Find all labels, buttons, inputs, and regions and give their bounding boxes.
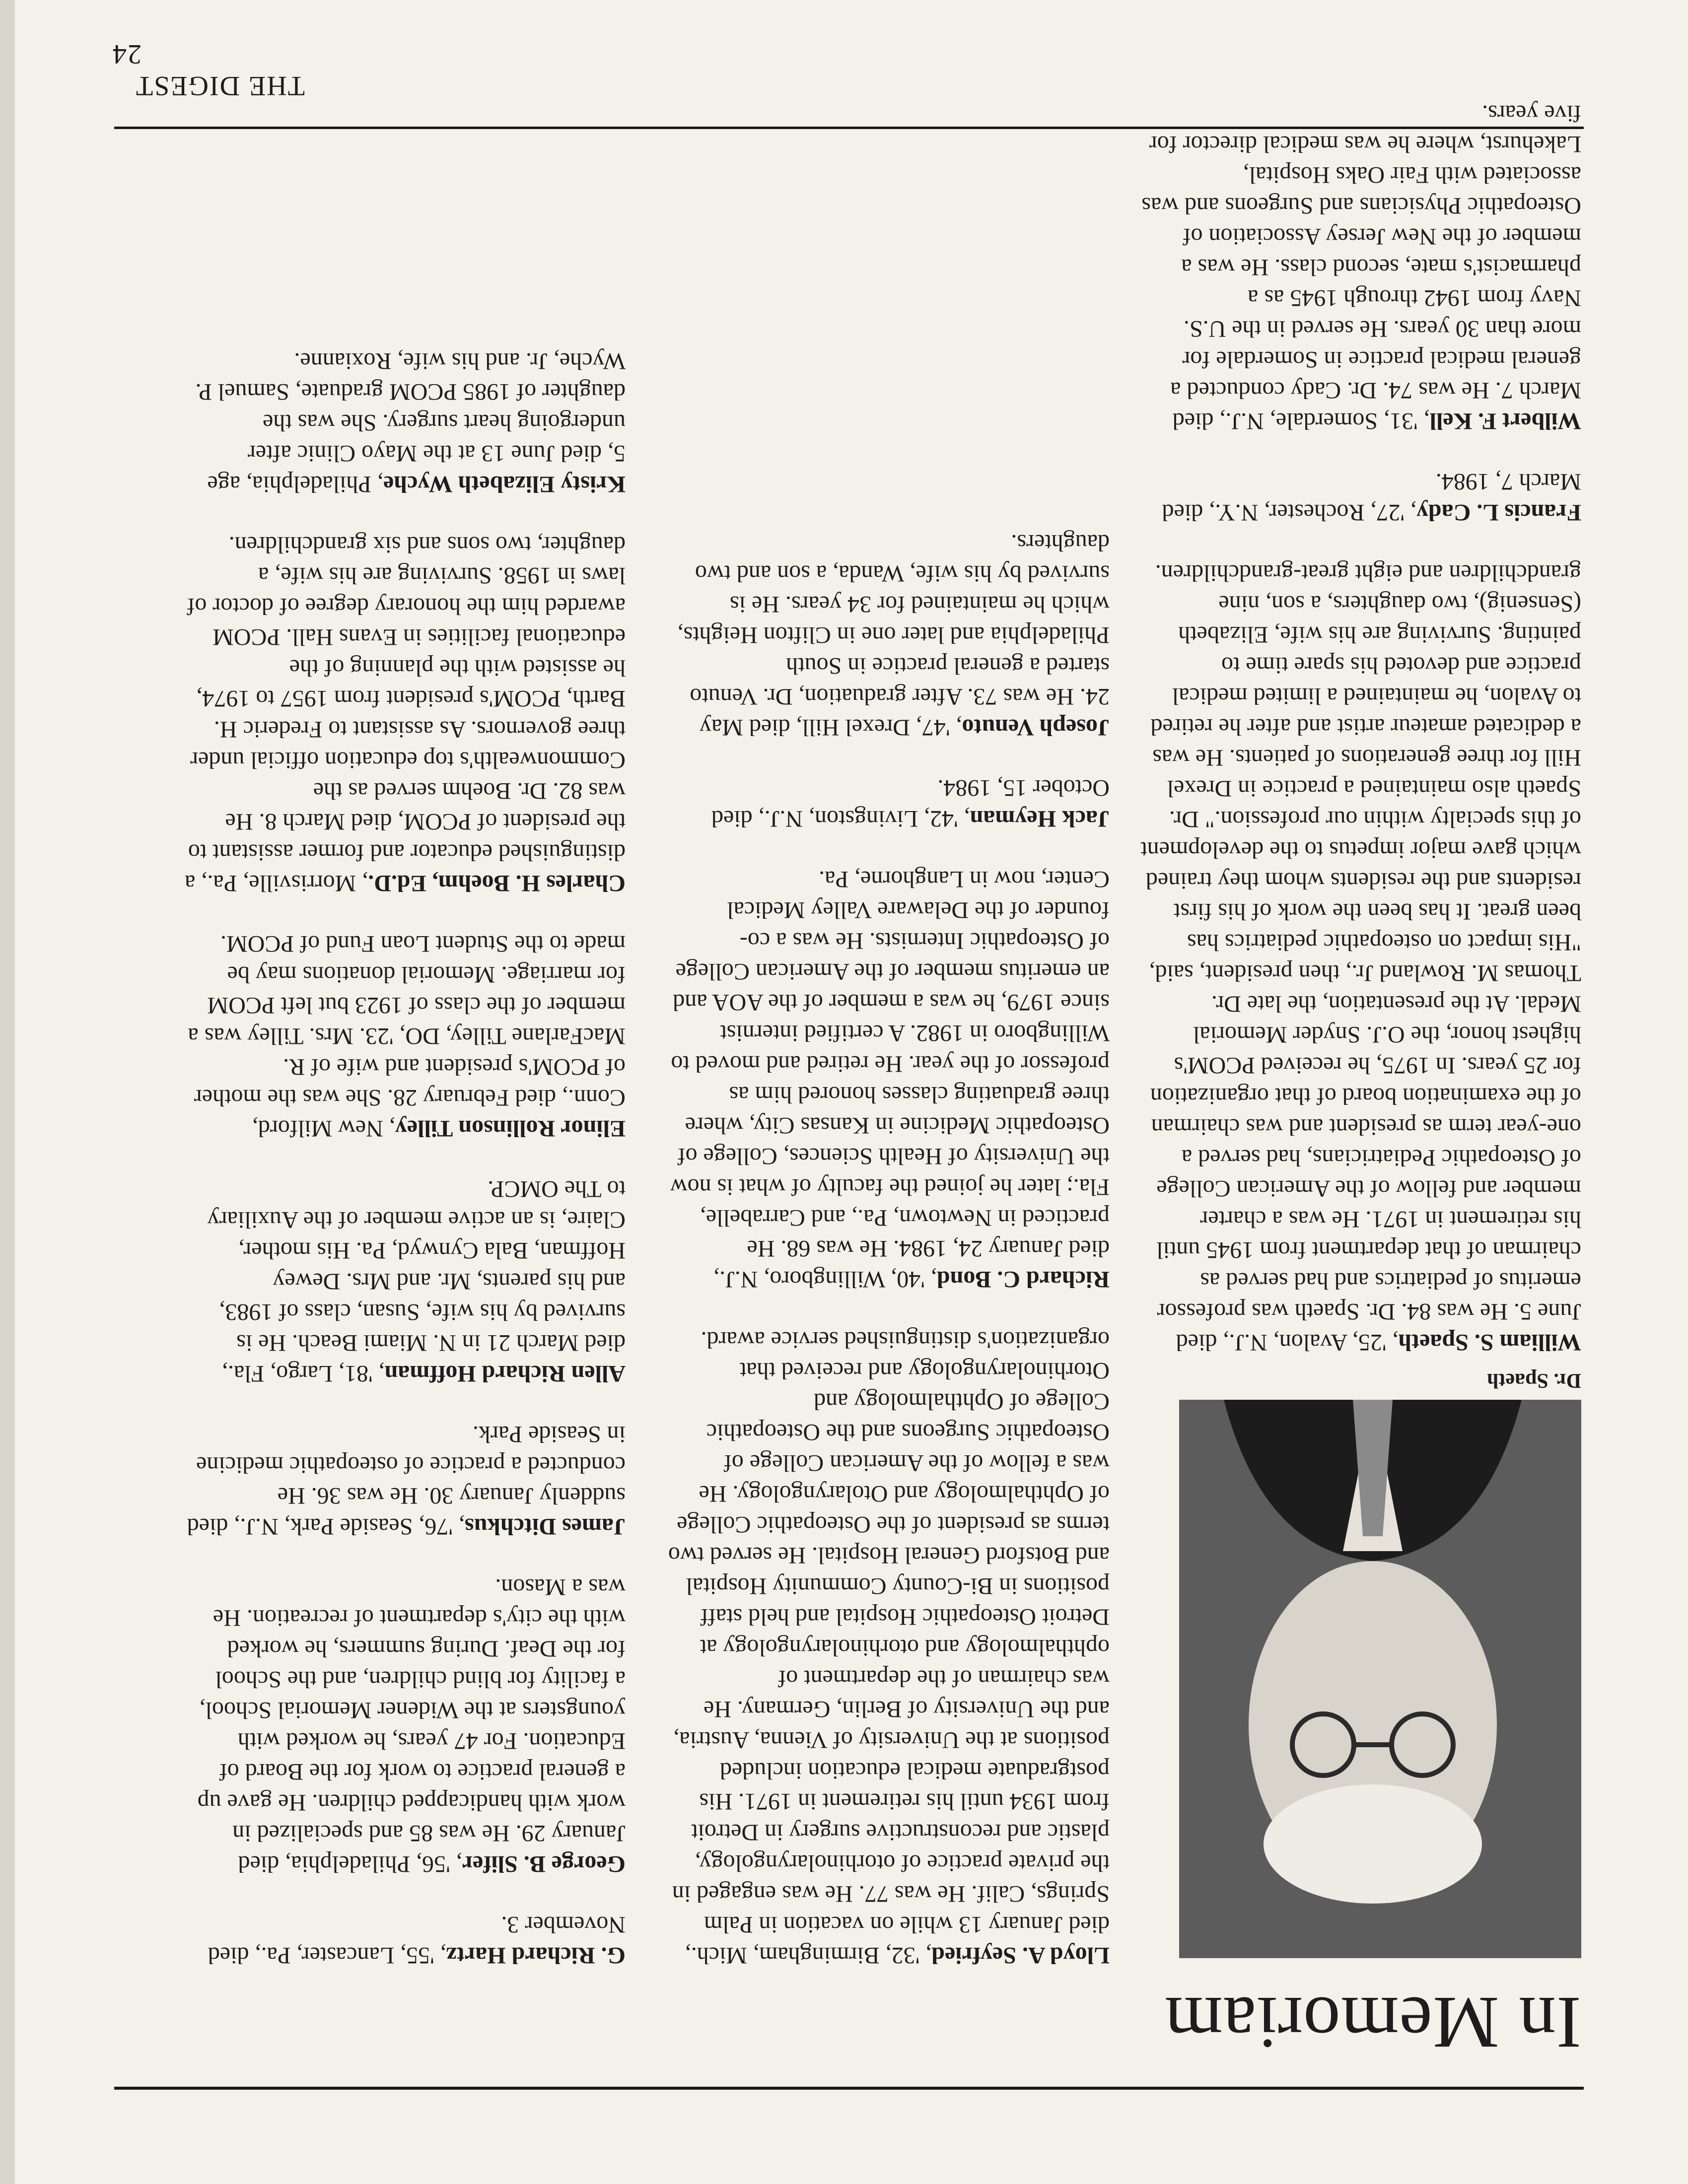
portrait-photo [1179, 1400, 1581, 1958]
obituary-text: , '81, Largo, Fla., died March 21 in N. Miami Beach. He is survived by his wife, Susan, class of 1983, and his parents, Mr. and Mrs. Dewey Hoffman, Bala Cynwyd, Pa. His mother, Claire, is an active member of the Auxiliary to The OMCP. [207, 1176, 626, 1387]
text-column-2 [668, 497, 1110, 1971]
obituary-name: Elinor Rollinson Tilley [395, 1115, 626, 1142]
obituary-text: , '55, Lancaster, Pa., died November 3. [208, 1911, 626, 1969]
page-title: In Memoriam [1164, 1981, 1581, 2064]
obituary-name: G. Richard Hartz [446, 1942, 626, 1969]
obituary-name: Wilbert F. Kell [1429, 408, 1581, 434]
text-column-1 [1139, 68, 1581, 1358]
obituary-name: Kristy Elizabeth Wyche [383, 471, 626, 497]
obituary-text: , '25, Avalon, N.J., died June 5. He was 84. Dr. Spaeth was professor emeritus of pediatrics and had served as chairman of that department from 1945 until his retirement in 1971. He was a charter member and fellow of the American College of Osteopathic Pediatricians, had served a one-year term as president and was chairman of the examination board of that organization for 25 years. In 1975, he received PCOM's highest honor, the O.J. Snyder Memorial Medal. At the presentation, the late Dr. Thomas M. Rowland Jr., then president, said, "His impact on osteopathic pediatrics has been great. It has been the work of his first residents and the residents whom they trained which gave major impetus to the development of this specialty within our profession." Dr. Spaeth also maintained a practice in Drexel Hill for three generations of patients. He was a dedicated amateur artist and after he retired to Avalon, he maintained a limited medical practice and devoted his spare time to painting. Surviving are his wife, Elizabeth (Sensenig), two daughters, a son, nine grandchildren and eight great-grandchildren. [1140, 560, 1581, 1356]
obituary-entry [1139, 557, 1581, 1358]
scan-edge [0, 0, 15, 2184]
obituary-name: Francis L. Cady [1416, 499, 1581, 526]
obituary-text: , Philadelphia, age 5, died June 13 at the Mayo Clinic after undergoing heart surgery. She was the daughter of 1985 PCOM graduate, Samuel P. Wyche, Jr. and his wife, Roxianne. [195, 348, 626, 497]
obituary-text: , New Milford, Conn., died February 28. She was the mother of PCOM's president and wife of R. MacFarlane Tilley, DO, '23. Mrs. Tilley was a member of the class of 1923 but left PCOM for marriage. Memorial donations may be made to the Student Loan Fund of PCOM. [188, 931, 626, 1142]
obituary-entry [668, 864, 1110, 1295]
obituary-name: Jack Heyman [970, 806, 1110, 832]
obituary-entry [184, 529, 626, 898]
obituary-text: , '27, Rochester, N.Y., died March 7, 1984. [1162, 469, 1581, 526]
bottom-rule [114, 127, 1584, 129]
obituary-entry [668, 1324, 1110, 1971]
text-column-3 [184, 316, 626, 1971]
obituary-entry [1139, 98, 1581, 436]
obituary-entry [668, 527, 1110, 743]
photo-caption: Dr. Spaeth [1487, 1369, 1581, 1392]
obituary-text: , '32, Birmingham, Mich., died January 13 while on vacation in Palm Springs, Calif. He was 77. He was engaged in the private practice of otorhinolaryngology, plastic and reconstructive surgery in Detroit from 1934 until his retirement in 1971. His postgraduate medical education included positions at the University of Vienna, Austria, and the University of Berlin, Germany. He was chairman of the department of ophthalmology and otorhinolaryngology at Detroit Osteopathic Hospital and held staff positions in Bi-County Community Hospital and Botsford General Hospital. He served two terms as president of the Osteopathic College of Ophthalmology and Otolaryngology. He was a fellow of the American College of Osteopathic Surgeons and the Osteopathic College of Ophthalmology and Otorhinolaryngology and received that organization's distinguished service award. [668, 1327, 1110, 1969]
obituary-text: , '42, Livingston, N.J., died October 15, 1984. [711, 775, 1110, 832]
obituary-text: , '40, Willingboro, N.J., died January 24, 1984. He was 68. He practiced in Newtown, Pa., and Carrabelle, Fla.; later he joined the faculty of what is now the University of Health Sciences, College of Osteopathic Medicine in Kansas City, where three graduating classes honored him as professor of the year. He retired and moved to Willingboro in 1982. A certified internist since 1979, he was a member of the AOA and an emeritus member of the American College of Osteopathic Internists. He was a co-founder of the Delaware Valley Medical Center, now in Langhorne, Pa. [670, 866, 1110, 1293]
obituary-name: Richard C. Bond [936, 1266, 1110, 1293]
obituary-name: Allen Richard Hoffman [384, 1361, 626, 1387]
obituary-text: , '47, Drexel Hill, died May 24. He was 73. After graduation, Dr. Venuto started a general practice in South Philadelphia and later one in Clifton Heights, which he maintained for 34 years. He is survived by his wife, Wanda, a son and two daughters. [677, 530, 1110, 741]
obituary-name: Joseph Venuto [962, 714, 1110, 741]
obituary-entry [184, 1419, 626, 1542]
obituary-entry [1139, 466, 1581, 528]
obituary-text: , Morrisville, Pa., a distinguished educator and former assistant to the president of PCOM, died March 8. He was 82. Dr. Boehm served as the Commonwealth's top education official under three governors. As assistant to Frederic H. Barth, PCOM's president from 1957 to 1974, he assisted with the planning of the educational facilities in Evans Hall. PCOM awarded him the honorary degree of doctor of laws in 1958. Surviving are his wife, a daughter, two sons and six grandchildren. [185, 532, 626, 896]
obituary-entry [184, 1173, 626, 1389]
footer-publication: THE DIGEST [136, 70, 305, 101]
obituary-text: , '56, Philadelphia, died January 29. He was 85 and specialized in work with handicapped children. He gave up a general practice to work for the Board of Education. For 47 years, he worked with youngsters at the Widener Memorial School, a facility for blind children, and the School for the Deaf. During summers, he worked with the city's department of recreation. He was a Mason. [197, 1574, 626, 1877]
obituary-name: William S. Spaeth [1398, 1329, 1581, 1356]
obituary-entry [668, 772, 1110, 834]
obituary-entry [184, 345, 626, 499]
obituary-text: , '76, Seaside Park, N.J., died suddenly January 30. He was 36. He conducted a practice of osteopathic medicine in Seaside Park. [187, 1421, 626, 1540]
obituary-name: James Ditchkus [464, 1513, 626, 1540]
obituary-entry [184, 1571, 626, 1879]
obituary-name: Charles H. Boehm, Ed.D. [368, 870, 626, 896]
obituary-name: Lloyd A. Seyfried [931, 1942, 1110, 1969]
obituary-entry [184, 1909, 626, 1971]
obituary-text: , '31, Somerdale, N.J., died March 7. He was 74. Dr. Cady conducted a general medical practice in Somerdale for more than 30 years. He served in the U.S. Navy from 1942 through 1945 as a pharmacist's mate, second class. He was a member of the New Jersey Association of Osteopathic Physicians and Surgeons and was associated with Fair Oaks Hospital, Lakehurst, where he was medical director for five years. [1141, 100, 1581, 434]
page-footer [112, 38, 335, 102]
obituary-name: George B. Slifer [462, 1851, 626, 1877]
obituary-entry [184, 928, 626, 1144]
top-rule [114, 2087, 1584, 2090]
footer-page-number: 24 [112, 39, 141, 69]
